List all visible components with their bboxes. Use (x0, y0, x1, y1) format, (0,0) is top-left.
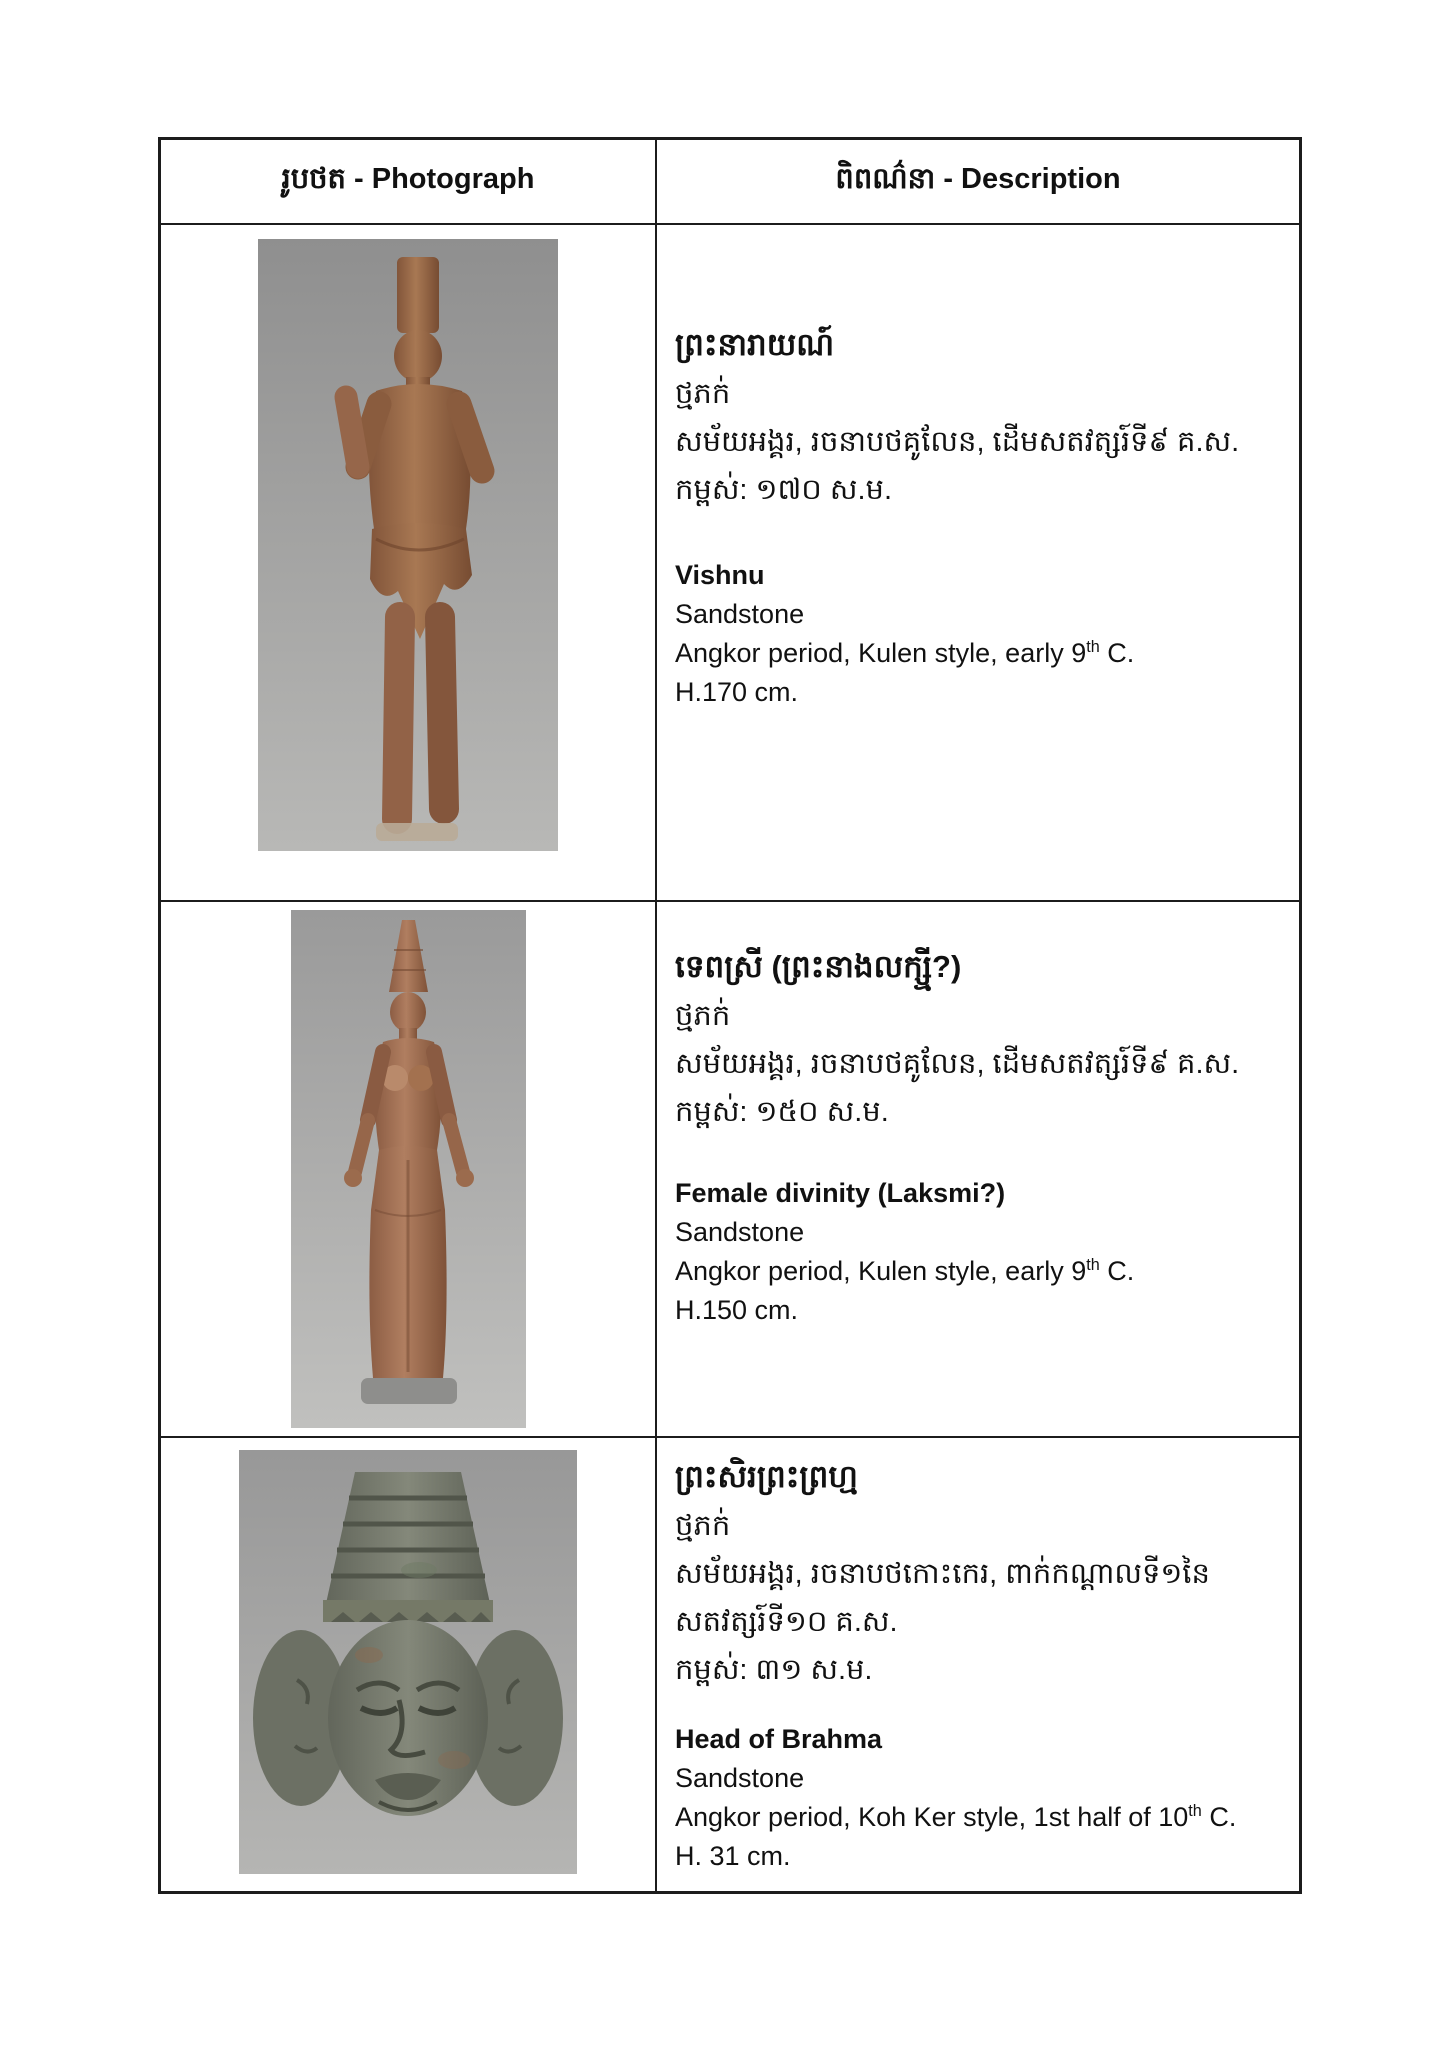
table-row-female-divinity (161, 900, 1299, 1436)
female-divinity-description-cell (657, 902, 1299, 1436)
photograph-header-label (282, 161, 535, 203)
period-text: Angkor period, Kulen style, early 9 (675, 1256, 1087, 1286)
height-khmer: កម្ពស់: ១៧០ ស.ម. (675, 474, 893, 506)
artifact-title-english: Female divinity (Laksmi?) (675, 1178, 1006, 1208)
period-khmer: សម័យអង្គរ, រចនាបថគូលែន, ដើមសតវត្សរ៍ទី៩ គ.ស. (675, 426, 1240, 458)
photograph-header-sep: - (345, 162, 372, 195)
period-english (675, 634, 1277, 673)
table-header-row (161, 140, 1299, 223)
brahma-head-illustration (239, 1450, 577, 1874)
brahma-head-photo (239, 1450, 577, 1874)
description-header-sep: - (935, 162, 962, 195)
period-khmer: សម័យអង្គរ, រចនាបថគូលែន, ដើមសតវត្សរ៍ទី៩ គ.ស. (675, 1048, 1240, 1080)
material-khmer: ថ្មភក់ (675, 1000, 731, 1032)
photograph-header-english: Photograph (371, 162, 535, 195)
material-english: Sandstone (675, 1763, 805, 1793)
artifact-title-english: Vishnu (675, 560, 765, 590)
female-divinity-english-block (675, 1174, 1277, 1330)
female-divinity-khmer-block (675, 942, 1277, 1136)
ordinal-suffix: th (1086, 638, 1100, 656)
period-text-end: C. (1099, 638, 1135, 668)
vishnu-photo-cell (161, 225, 657, 900)
vishnu-khmer-block (675, 320, 1277, 514)
material-khmer: ថ្មភក់ (675, 1510, 731, 1542)
period-khmer-line2: សតវត្សរ៍ទី១០ គ.ស. (675, 1606, 898, 1638)
height-english: H. 31 cm. (675, 1841, 791, 1871)
height-english: H.170 cm. (675, 677, 799, 707)
period-english (675, 1252, 1277, 1291)
height-khmer: កម្ពស់: ៣១ ស.ម. (675, 1654, 873, 1686)
ordinal-suffix: th (1086, 1256, 1100, 1274)
vishnu-statue-photo (258, 239, 558, 851)
photograph-header-cell (161, 140, 657, 223)
period-khmer-line1: សម័យអង្គរ, រចនាបថកោះកេរ, ពាក់កណ្ដាលទី១នៃ (675, 1558, 1210, 1590)
female-divinity-photo-cell (161, 902, 657, 1436)
ordinal-suffix: th (1188, 1802, 1202, 1820)
brahma-head-english-block (675, 1720, 1277, 1876)
period-text: Angkor period, Koh Ker style, 1st half of 10 (675, 1802, 1189, 1832)
period-text-end: C. (1099, 1256, 1135, 1286)
period-english (675, 1798, 1277, 1837)
vishnu-statue-illustration (258, 239, 558, 851)
catalog-table (158, 137, 1302, 1894)
material-khmer: ថ្មភក់ (675, 378, 731, 410)
table-row-vishnu (161, 223, 1299, 900)
female-divinity-illustration (291, 910, 526, 1428)
vishnu-english-block (675, 556, 1277, 712)
vishnu-description-cell (657, 225, 1299, 900)
artifact-title-khmer: ទេពស្រី (ព្រះនាងលក្ស្មី?) (675, 949, 962, 984)
period-text: Angkor period, Kulen style, early 9 (675, 638, 1087, 668)
description-header-english: Description (961, 162, 1121, 195)
description-header-khmer: ពិពណ៌នា (835, 162, 936, 195)
material-english: Sandstone (675, 1217, 805, 1247)
height-english: H.150 cm. (675, 1295, 799, 1325)
artifact-title-english: Head of Brahma (675, 1724, 883, 1754)
height-khmer: កម្ពស់: ១៥០ ស.ម. (675, 1096, 889, 1128)
description-header-cell (657, 140, 1299, 223)
photograph-header-khmer: រូបថត (281, 162, 346, 195)
material-english: Sandstone (675, 599, 805, 629)
brahma-head-photo-cell (161, 1438, 657, 1891)
brahma-head-khmer-block (675, 1452, 1277, 1694)
brahma-head-description-cell (657, 1438, 1299, 1891)
period-text-end: C. (1201, 1802, 1237, 1832)
description-header-label (835, 161, 1120, 203)
artifact-title-khmer: ព្រះនារាយណ៍ (675, 327, 835, 362)
artifact-title-khmer: ព្រះសិរព្រះព្រហ្ម (675, 1459, 858, 1494)
female-divinity-statue-photo (291, 910, 526, 1428)
table-row-brahma-head (161, 1436, 1299, 1891)
